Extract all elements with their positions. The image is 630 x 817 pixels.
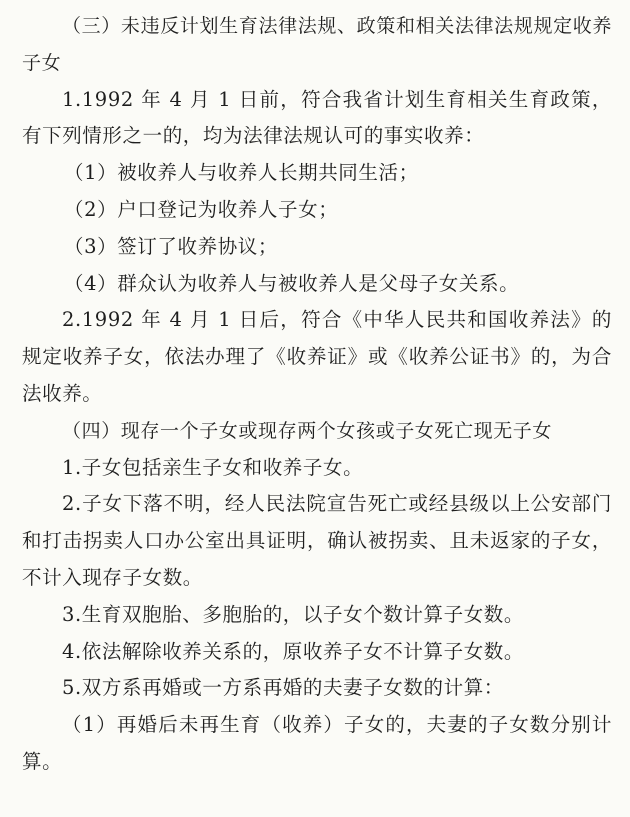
paragraph-1: 1.1992 年 4 月 1 日前，符合我省计划生育相关生育政策，有下列情形之一的，均为法律法规认可的事实收养： <box>22 87 612 148</box>
paragraph-2: 2.1992 年 4 月 1 日后，符合《中华人民共和国收养法》的规定收养子女，依法办理了《收养证》或《收养公证书》的，为合法收养。 <box>22 308 612 405</box>
paragraph-4: 2.子女下落不明，经人民法院宣告死亡或经县级以上公安部门和打击拐卖人口办公室出具证明，确认被拐卖、且未返家的子女，不计入现存子女数。 <box>22 492 612 589</box>
paragraph-6: 4.依法解除收养关系的，原收养子女不计算子女数。 <box>62 639 525 663</box>
paragraph-5: 3.生育双胞胎、多胞胎的，以子女个数计算子女数。 <box>62 602 525 626</box>
paragraph-3: 1.子女包括亲生子女和收养子女。 <box>62 455 364 479</box>
section-heading-4: （四）现存一个子女或现存两个女孩或子女死亡现无子女 <box>62 419 553 442</box>
list-item-1: （1）被收养人与收养人长期共同生活； <box>64 161 419 185</box>
section-heading-3: （三）未违反计划生育法律法规、政策和相关法律法规规定收养子女 <box>22 15 612 74</box>
list-item-4: （4）群众认为收养人与被收养人是父母子女关系。 <box>64 271 520 295</box>
list-item-5: （1）再婚后未再生育（收养）子女的，夫妻的子女数分别计算。 <box>22 713 612 773</box>
paragraph-7: 5.双方系再婚或一方系再婚的夫妻子女数的计算： <box>62 676 504 700</box>
list-item-2: （2）户口登记为收养人子女； <box>64 197 339 221</box>
list-item-3: （3）签订了收养协议； <box>64 234 279 258</box>
